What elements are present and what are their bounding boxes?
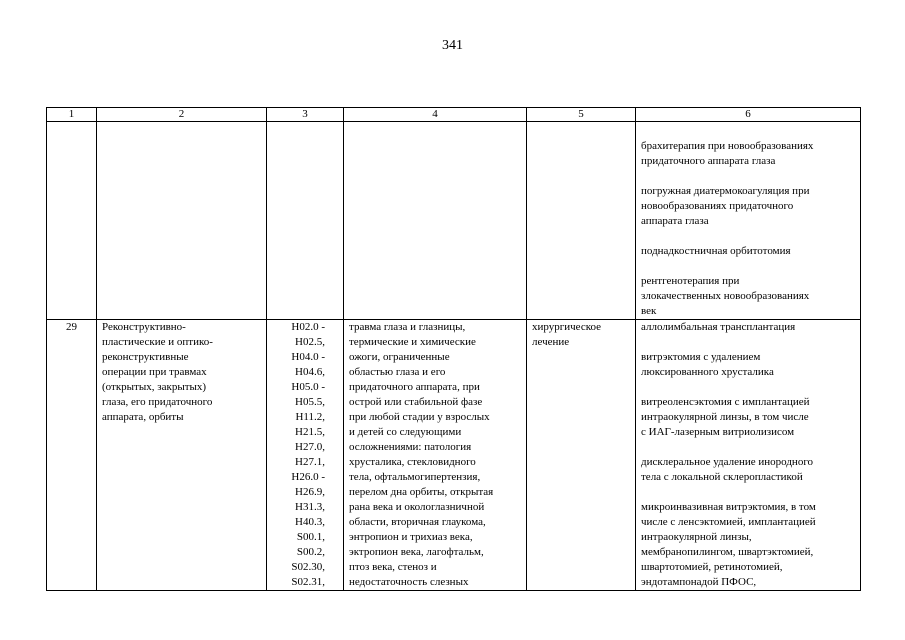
text-line: брахитерапия при новообразованиях: [641, 140, 814, 152]
cell: [47, 122, 97, 320]
text-line: (открытых, закрытых): [102, 381, 207, 393]
text-line: числе с ленсэктомией, имплантацией: [641, 516, 816, 528]
text-line: швартотомией, ретинотомией,: [641, 561, 783, 573]
text-line: H27.0,: [295, 441, 325, 453]
text-line: и детей со следующими: [349, 426, 462, 438]
text-line: H05.5,: [295, 396, 325, 408]
text-line: энтропион и трихиаз века,: [349, 531, 473, 543]
cell: [97, 122, 267, 320]
text-line: осложнениями: патология: [349, 441, 472, 453]
text-line: S02.31,: [291, 576, 325, 588]
text-line: рана века и окологлазничной: [349, 501, 485, 513]
text-line: пластические и оптико-: [102, 336, 213, 348]
procedures-table: [46, 107, 861, 591]
text-line: погружная диатермокоагуляция при: [641, 185, 810, 197]
text-line: H04.6,: [295, 366, 325, 378]
text-line: H02.5,: [295, 336, 325, 348]
text-line: перелом дна орбиты, открытая: [349, 486, 494, 498]
text-line: хрусталика, стекловидного: [349, 456, 476, 468]
text-line: придаточного аппарата глаза: [641, 155, 776, 167]
text-line: птоз века, стеноз и: [349, 561, 437, 573]
text-line: тела с локальной склеропластикой: [641, 471, 803, 483]
text-line: H11.2,: [295, 411, 325, 423]
text-line: люксированного хрусталика: [641, 366, 774, 378]
text-line: H05.0 -: [291, 381, 325, 393]
text-line: лечение: [532, 336, 570, 348]
table-row: [47, 122, 861, 320]
text-line: эндотампонадой ПФОС,: [641, 576, 757, 588]
text-line: рентгенотерапия при: [641, 275, 740, 287]
header-cell: 6: [636, 108, 861, 122]
text-line: операции при травмах: [102, 366, 207, 378]
text-line: областью глаза и его: [349, 366, 446, 378]
text-line: интраокулярной линзы, в том числе: [641, 411, 809, 423]
text-line: H26.0 -: [291, 471, 325, 483]
text-line: глаза, его придаточного: [102, 396, 213, 408]
page-number: 341: [442, 38, 463, 53]
text-line: придаточного аппарата, при: [349, 381, 480, 393]
cell: [344, 122, 527, 320]
icd-codes-cell: [267, 320, 344, 591]
header-cell: 3: [267, 108, 344, 122]
treatment-type-cell: [527, 320, 636, 591]
text-line: H31.3,: [295, 501, 325, 513]
text-line: век: [641, 305, 657, 317]
text-line: новообразованиях придаточного: [641, 200, 794, 212]
text-line: термические и химические: [349, 336, 476, 348]
text-line: мембранопилингом, швартэктомией,: [641, 546, 814, 558]
text-line: H21.5,: [295, 426, 325, 438]
text-line: витрэктомия с удалением: [641, 351, 761, 363]
text-line: тела, офтальмогипертензия,: [349, 471, 481, 483]
text-line: S00.2,: [296, 546, 325, 558]
text-line: H40.3,: [295, 516, 325, 528]
text-line: H26.9,: [295, 486, 325, 498]
text-line: реконструктивные: [102, 351, 189, 363]
text-line: S02.30,: [291, 561, 325, 573]
text-line: недостаточность слезных: [349, 576, 469, 588]
text-line: Реконструктивно-: [102, 321, 186, 333]
text-line: H02.0 -: [291, 321, 325, 333]
text-line: витреоленсэктомия с имплантацией: [641, 396, 810, 408]
diagnosis-cell: [344, 320, 527, 591]
text-line: при любой стадии у взрослых: [349, 411, 490, 423]
row-number: 29: [47, 320, 97, 591]
text-line: аппарата, орбиты: [102, 411, 184, 423]
header-cell: 1: [47, 108, 97, 122]
text-line: S00.1,: [296, 531, 325, 543]
text-line: аппарата глаза: [641, 215, 709, 227]
text-line: микроинвазивная витрэктомия, в том: [641, 501, 816, 513]
text-line: поднадкостничная орбитотомия: [641, 245, 791, 257]
text-line: злокачественных новообразованиях: [641, 290, 810, 302]
text-line: интраокулярной линзы,: [641, 531, 752, 543]
methods-cell: [636, 320, 861, 591]
text-line: аллолимбальная трансплантация: [641, 321, 796, 333]
text-line: с ИАГ-лазерным витриолизисом: [641, 426, 795, 438]
text-line: H27.1,: [295, 456, 325, 468]
text-line: эктропион века, лагофтальм,: [349, 546, 484, 558]
text-line: дисклеральное удаление инородного: [641, 456, 814, 468]
header-cell: 5: [527, 108, 636, 122]
table-row: [47, 320, 861, 591]
text-line: ожоги, ограниченные: [349, 351, 450, 363]
header-cell: 2: [97, 108, 267, 122]
methods-cell: [636, 122, 861, 320]
text-line: травма глаза и глазницы,: [349, 321, 466, 333]
text-line: хирургическое: [532, 321, 602, 333]
header-row: [47, 108, 861, 122]
text-line: острой или стабильной фазе: [349, 396, 483, 408]
header-cell: 4: [344, 108, 527, 122]
text-line: H04.0 -: [291, 351, 325, 363]
procedure-name-cell: [97, 320, 267, 591]
cell: [267, 122, 344, 320]
text-line: области, вторичная глаукома,: [349, 516, 486, 528]
cell: [527, 122, 636, 320]
